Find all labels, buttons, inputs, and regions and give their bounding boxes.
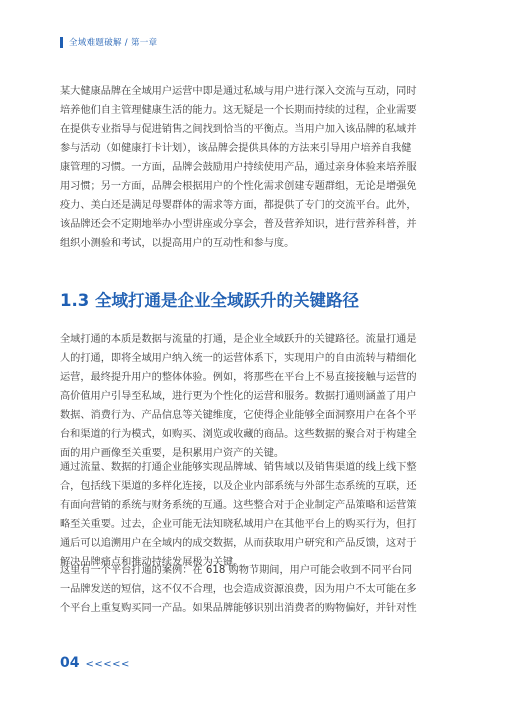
section-heading: 1.3 全域打通是企业全域跃升的关键路径 [60, 291, 359, 310]
paragraph-platform-case: 这里有一个平台打通的案例：在 618 购物节期间，用户可能会收到不同平台同 一品牌发送的短信，这不仅不合理，也会造成资源浪费，因为用户不太可能在多 个平台上重复购买同一产品。如果品牌能够识别出消费者的购物偏好，并针对性 [60, 565, 417, 614]
header-title: 全域难题破解 / 第一章 [69, 38, 158, 48]
header-accent-bar [60, 37, 63, 48]
chevron-decoration: <<<<< [85, 659, 130, 670]
page-number: 04 [60, 655, 80, 671]
paragraph-integration: 通过流量、数据的打通企业能够实现品牌域、销售域以及销售渠道的线上线下整 合，包括线下渠道的多样化连接，以及企业内部系统与外部生态系统的互联，还 有面向营销的系统与财务系统的互通。这些整合对于企业制定产品策略和运营策 略至关重要。过去，企业可能无法知晓私域用户在其他平台上的购买行为，但打 通后可以追溯用户在全域内的成交数据，从而获取用户研究和产品反馈，这对于 解决品牌痛点和推动持续发展极为关键。 [60, 462, 417, 568]
paragraph-essence: 全域打通的本质是数据与流量的打通，是企业全域跃升的关键路径。流量打通是 人的打通，即将全域用户纳入统一的运营体系下，实现用户的自由流转与精细化 运营，最终提升用户的整体体验。例如，将那些在平台上不易直接接触与运营的 高价值用户引导至私域，进行更为个性化的运营和服务。数据打通则涵盖了用户 数据、消费行为、产品信息等关键维度，它使得企业能够全面洞察用户在各个平 台和渠道的行为模式，如购买、浏览或收藏的商品。这些数据的聚合对于构建全 面的用户画像至关重要，是积累用户资产的关键。 [60, 334, 417, 459]
page-footer [60, 655, 130, 671]
running-header [60, 36, 157, 48]
paragraph-intro-case: 某大健康品牌在全域用户运营中即是通过私域与用户进行深入交流与互动，同时 培养他们自主管理健康生活的能力。这无疑是一个长期而持续的过程，企业需要 在提供专业指导与促进销售之间找到恰当的平衡点。当用户加入该品牌的私域并 参与活动（如健康打卡计划），该品牌会提供具体的方法来引导用户培养自我健 康管理的习惯。一方面，品牌会鼓励用户持续使用产品，通过亲身体验来培养服 用习惯；另一方面，品牌会根据用户的个性化需求创建专题群组，无论是增强免 疫力、美白还是满足母婴群体的需求等方面，都提供了专门的交流平台。此外， 该品牌还会不定期地举办小型讲座或分享会，普及营养知识，进行营养科普，并 组织小测验和考试，以提高用户的互动性和参与度。 [60, 86, 417, 249]
